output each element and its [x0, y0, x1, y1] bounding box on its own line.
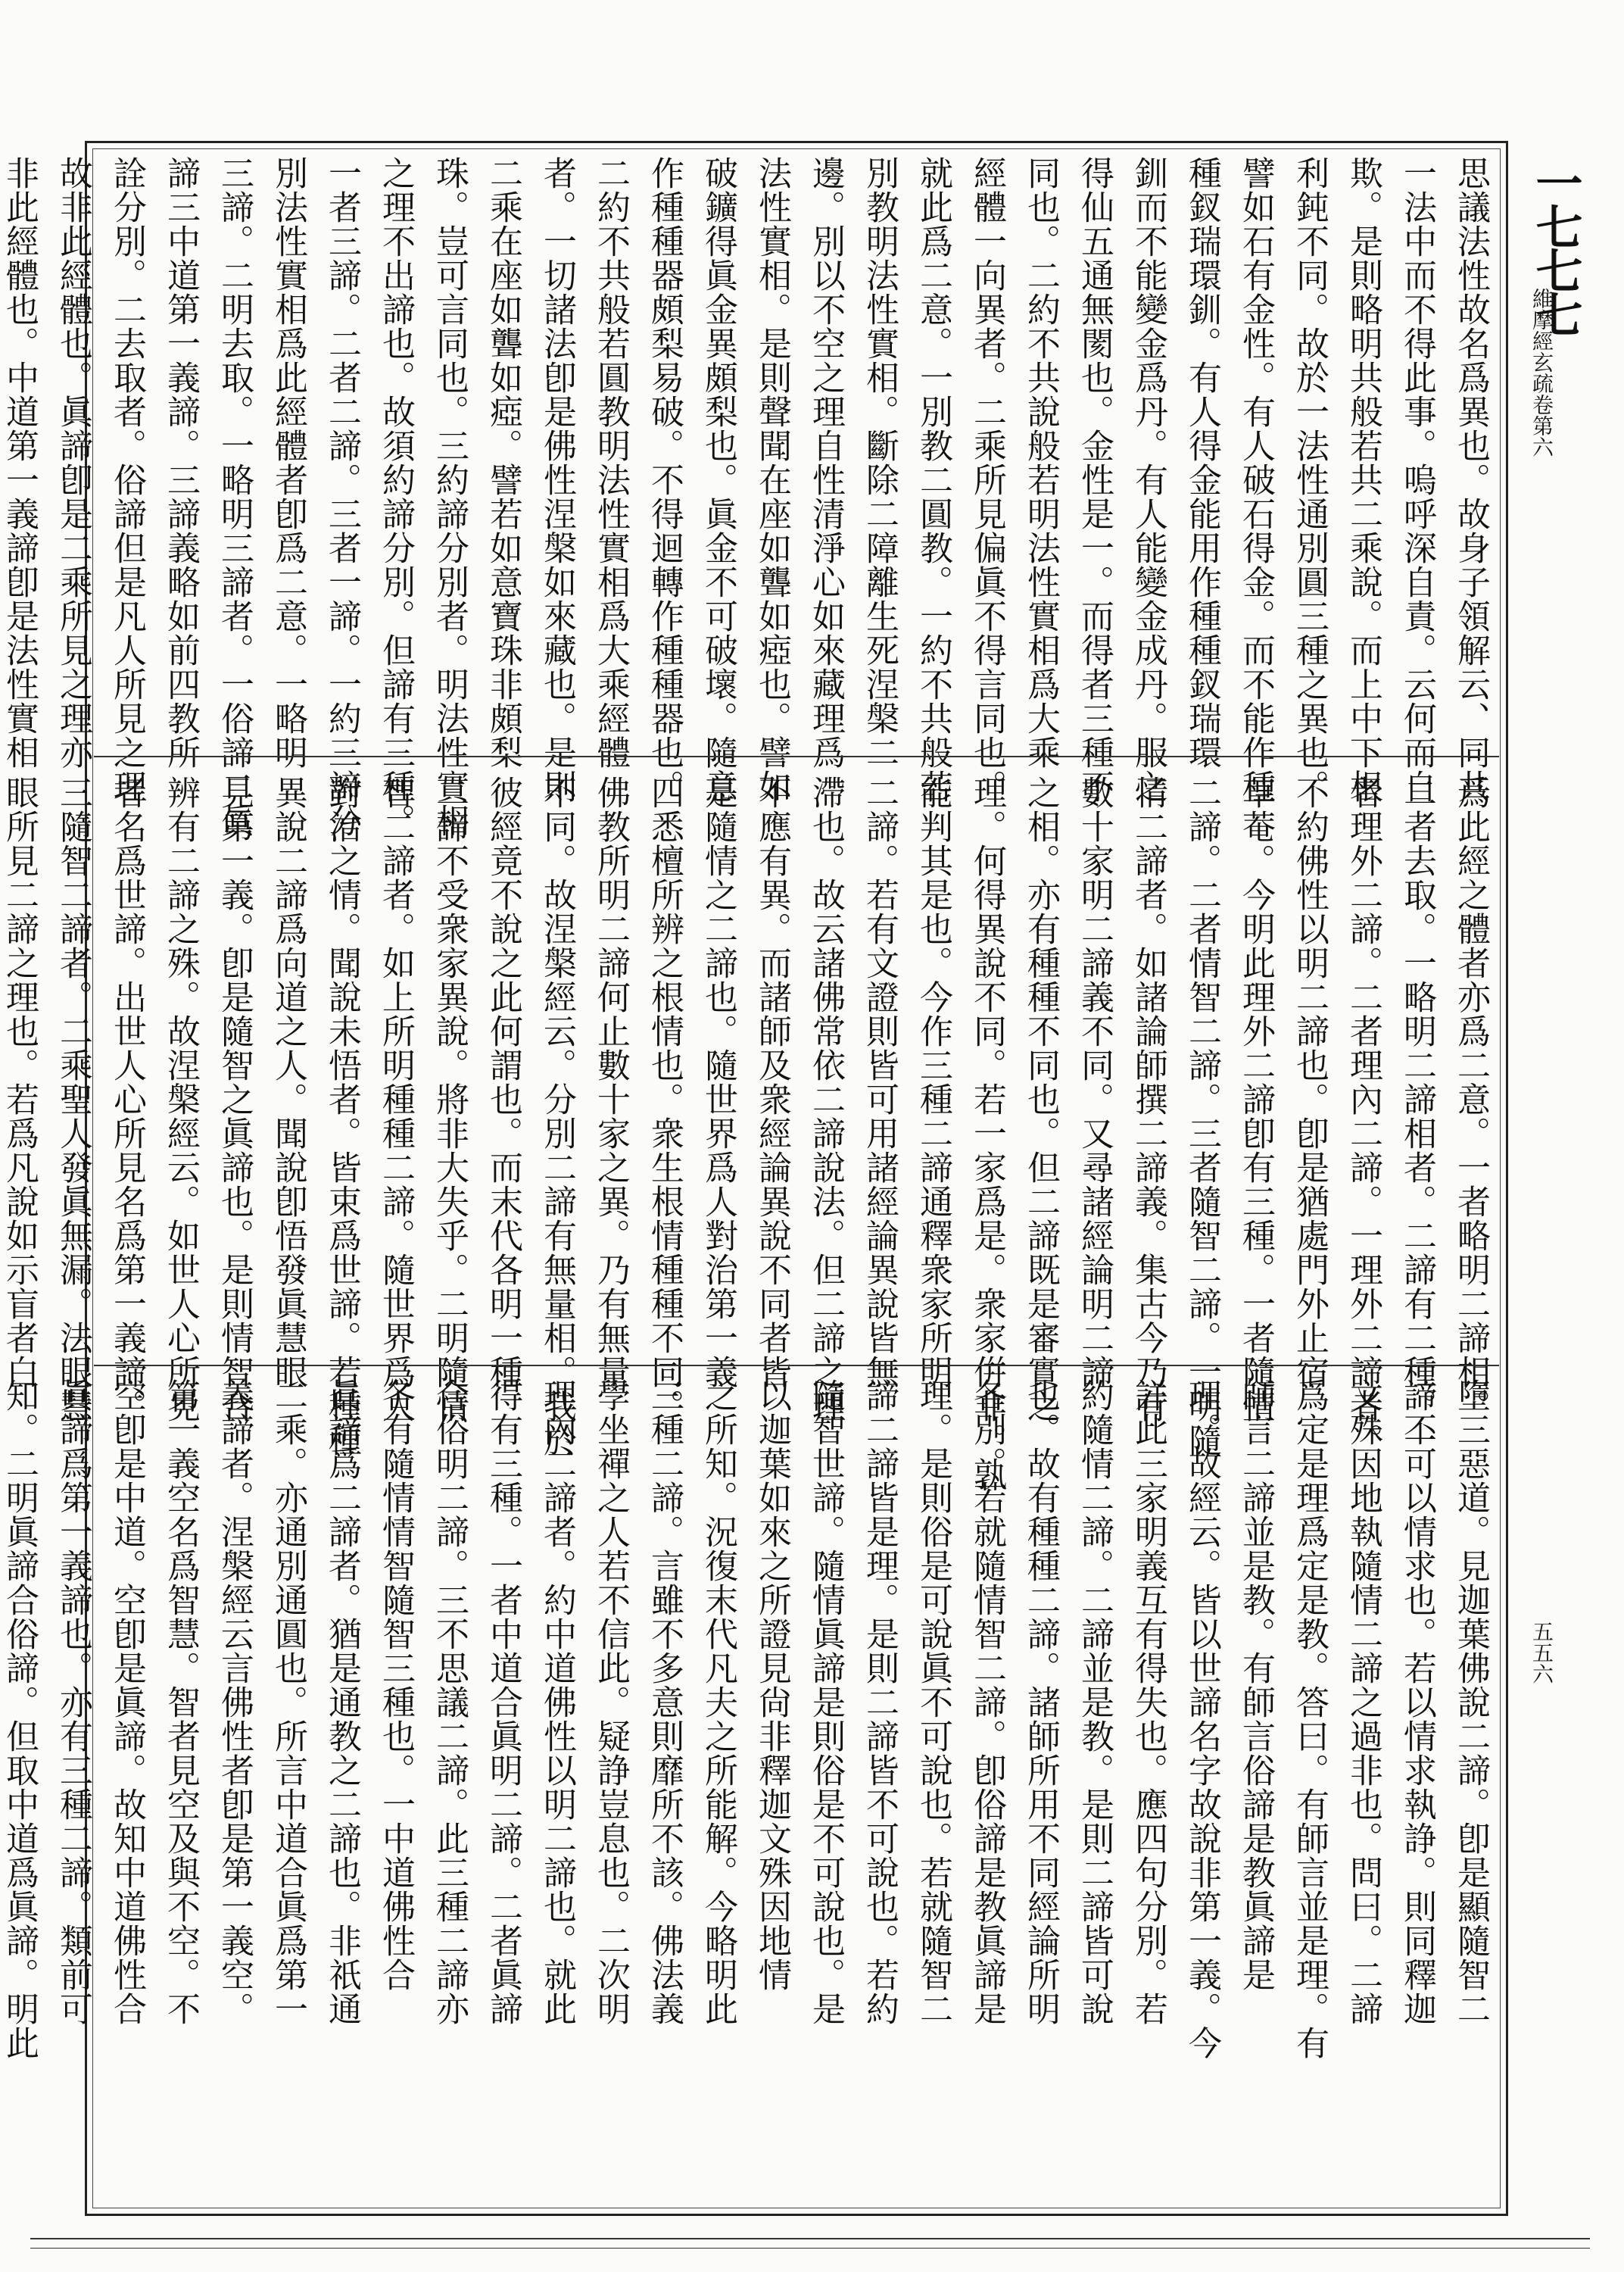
text-column: 二者去取。一略明二諦相者。二諦有二種。一: [1398, 776, 1436, 1457]
text-column: 知。二明眞諦合俗諦。但取中道爲眞諦。明此: [0, 1378, 39, 2060]
text-column: 諦二諦皆是理。是則二諦皆不可說也。若約: [860, 1378, 899, 2026]
text-column: 不約佛性以明二諦也。卽是猶處門外止宿: [1290, 776, 1329, 1389]
text-column: 得有三種。一者中道合眞明二諦。二者眞諦: [484, 1378, 522, 2026]
text-column: 二諦。若有文證則皆可用諸經論異說皆無: [860, 776, 899, 1389]
text-column: 師言二諦並是教。有師言俗諦是教眞諦是: [1236, 1378, 1275, 1992]
text-column: 也。故有種種二諦。諸師所用不同經論所明: [1021, 1378, 1060, 2026]
text-column: 別教明法性實相。斷除二障離生死涅槃二: [860, 156, 899, 769]
text-column: 爲定是理爲定是教。答曰。有師言並是理。有: [1290, 1378, 1329, 2060]
text-column: 草菴。今明此理外二諦卽有三種。一者隨情: [1236, 776, 1275, 1423]
text-column: 二諦。二者情智二諦。三者隨智二諦。一明隨: [1183, 776, 1221, 1457]
page-number: 一七七七: [1528, 159, 1583, 335]
text-column: 二約不共般若圓教明法性實相爲大乘經體: [591, 156, 630, 769]
text-column: 文殊因地執隨情二諦之過非也。問曰。二諦: [1344, 1378, 1382, 2026]
text-column: 二乘。亦通別通圓也。所言中道合眞爲第一: [269, 1378, 307, 2026]
text-column: 譬如石有金性。有人破石得金。而不能作種: [1236, 156, 1275, 804]
text-column: 辨有二諦之殊。故涅槃經云。如世人心所見: [161, 776, 200, 1423]
text-block-upper: [0, 156, 1498, 838]
text-column: 之相。亦有種種不同也。但二諦既是審實之: [1021, 776, 1060, 1423]
text-column: 是隨情之二諦也。隨世界爲人對治第一義: [699, 776, 737, 1389]
text-column: 隨智世諦。隨情眞諦是則俗是不可說也。是: [806, 1378, 845, 2026]
text-column: 者理外二諦。二者理內二諦。一理外二諦者。: [1344, 776, 1382, 1457]
text-column: 眞諦爲第一義諦也。亦有三種二諦。類前可: [54, 1378, 92, 2026]
text-column: 數十家明二諦義不同。又尋諸經論明二諦: [1075, 776, 1114, 1389]
text-column: 者。一切諸法卽是佛性涅槃如來藏也。是則: [538, 156, 576, 804]
text-column: 各別。若就隨情智二諦。卽俗諦是教眞諦是: [968, 1378, 1006, 2026]
text-column: 一法中而不得此事。嗚呼深自責。云何而自: [1398, 156, 1436, 804]
text-column: 之所知。況復末代凡夫之所能解。今略明此: [699, 1378, 737, 2026]
text-column: 珠。豈可言同也。三約諦分別者。明法性實相: [430, 156, 469, 838]
text-column: 理。是則俗是可說眞不可說也。若就隨智二: [914, 1378, 952, 2026]
folio-number: 五五六: [1529, 1621, 1554, 1684]
text-column: 者名爲世諦。出世人心所見名爲第一義諦。: [108, 776, 146, 1423]
text-column: 種釵瑞環釧。有人得金能用作種種釵瑞環: [1183, 156, 1221, 769]
text-column: 空卽是中道。空卽是眞諦。故知中道佛性合: [108, 1378, 146, 2026]
text-column: 智二諦者。如上所明種種二諦。隨世界爲人: [376, 776, 415, 1423]
text-column: 釧而不能變金爲丹。有人能變金成丹。服之: [1129, 156, 1167, 804]
text-column: 不同。故涅槃經云。分別二諦有無量相。我於: [538, 776, 576, 1457]
text-column: 學坐禪之人若不信此。疑諍豈息也。二次明: [591, 1378, 630, 2026]
register-divider: [94, 756, 1499, 757]
text-column: 諦三中道第一義諦。三諦義略如前四教所: [161, 156, 200, 769]
text-column: 滯也。故云諸佛常依二諦說法。但二諦之理: [806, 776, 845, 1423]
text-column: 二諦不受衆家異說。將非大失乎。二明隨情: [430, 776, 469, 1423]
text-column: 理內二諦者。約中道佛性以明二諦也。就此: [538, 1378, 576, 2026]
text-column: 之理不出諦也。故須約諦分別。但諦有三種。: [376, 156, 415, 838]
text-column: 墮三惡道。見迦葉佛說二諦。卽是顯隨智二: [1451, 1378, 1490, 2026]
text-column: 邊。別以不空之理自性清淨心如來藏理爲: [806, 156, 845, 769]
text-column: 同也。二約不共說般若明法性實相爲大乘: [1021, 156, 1060, 769]
text-column: 彼經竟不說之此何謂也。而末代各明一種: [484, 776, 522, 1389]
text-column: 對治之情。聞說未悟者。皆束爲世諦。若種種: [323, 776, 361, 1457]
text-column: 合俗明二諦。三不思議二諦。此三種二諦亦: [430, 1378, 469, 2026]
text-column: 理。故經云。皆以世諦名字故說非第一義。今: [1183, 1378, 1221, 2060]
text-column: 約隨情二諦。二諦並是教。是則二諦皆可說: [1075, 1378, 1114, 2026]
text-column: 法性實相。是則聲聞在座如聾如瘂也。譬如: [753, 156, 791, 804]
text-column: 見第一義。卽是隨智之眞諦也。是則情智合: [215, 776, 254, 1423]
text-block-middle: [0, 776, 1498, 1491]
text-column: 得仙五通無閡也。金性是一。而得者三種不: [1075, 156, 1114, 804]
text-column: 以迦葉如來之所證見尙非釋迦文殊因地情: [753, 1378, 791, 1992]
register-divider: [94, 1365, 1499, 1366]
running-title: 維摩經玄疏卷第六: [1529, 288, 1554, 457]
text-column: 就此爲二意。一別教二圓教。一約不共般若: [914, 156, 952, 804]
text-column: 經體一向異者。二乘所見偏眞不得言同也。: [968, 156, 1006, 804]
text-block-lower: [0, 1378, 1498, 2060]
text-column: 能判其是也。今作三種二諦通釋衆家所明: [914, 776, 952, 1389]
text-column: 三諦。二明去取。一略明三諦者。一俗諦二眞: [215, 156, 254, 838]
bottom-rule: [30, 2238, 1590, 2239]
text-column: 不應有異。而諸師及衆經論異說不同者皆: [753, 776, 791, 1389]
text-column: 詳此三家明義互有得失也。應四句分別。若: [1129, 1378, 1167, 2026]
bottom-rule: [30, 2248, 1590, 2249]
text-column: 異說二諦爲向道之人。聞說卽悟發眞慧眼: [269, 776, 307, 1389]
text-column: 別法性實相爲此經體者卽爲二意。一略明: [269, 156, 307, 769]
text-column: 作種種器頗梨易破。不得迴轉作種種器也。: [645, 156, 684, 804]
text-column: 諦不可以情求也。若以情求執諍。則同釋迦: [1398, 1378, 1436, 2026]
text-column: 佛教所明二諦何止數十家之異。乃有無量: [591, 776, 630, 1389]
text-column: 眞諦爲二諦者。猶是通教之二諦也。非祇通: [323, 1378, 361, 2026]
text-column: 四悉檀所辨之根情也。衆生根情種種不同。: [645, 776, 684, 1423]
text-column: 理。何得異說不同。若一家爲是。衆家倂非。孰: [968, 776, 1006, 1491]
text-column: 詮分別。二去取者。俗諦但是凡人所見之理: [108, 156, 146, 804]
text-column: 情二諦者。如諸論師撰二諦義。集古今乃有: [1129, 776, 1167, 1423]
text-column: 第一義空名爲智慧。智者見空及與不空。不: [161, 1378, 200, 2026]
text-column: 眼所見二諦之理也。若爲凡說如示盲者白: [0, 776, 39, 1389]
text-column: 破鑛得眞金異頗梨也。眞金不可破壞。隨意: [699, 156, 737, 804]
text-column: 二乘在座如聾如瘂。譬若如意寶珠非頗梨: [484, 156, 522, 769]
text-column: 利鈍不同。故於一法性通別圓三種之異也。: [1290, 156, 1329, 804]
text-column: 一者三諦。二者二諦。三者一諦。一約三諦分: [323, 156, 361, 838]
text-column: 故非此經體也。眞諦卽是二乘所見之理亦: [54, 156, 92, 769]
text-column: 爲此經之體者亦爲二意。一者略明二諦相。: [1451, 776, 1490, 1423]
text-column: 義諦者。涅槃經云言佛性者卽是第一義空。: [215, 1378, 254, 2026]
text-column: 欺。是則略明共般若共二乘說。而上中下根: [1344, 156, 1382, 804]
text-column: 三種二諦。言雖不多意則靡所不該。佛法義: [645, 1378, 684, 2026]
text-column: 非此經體也。中道第一義諦卽是法性實相: [0, 156, 39, 769]
text-column: 思議法性故名爲異也。故身子領解云、同共: [1451, 156, 1490, 804]
text-column: 各有隨情情智隨智三種也。一中道佛性合: [376, 1378, 415, 1992]
text-column: 三隨智二諦者。二乘聖人發眞無漏。法眼慧: [54, 776, 92, 1423]
